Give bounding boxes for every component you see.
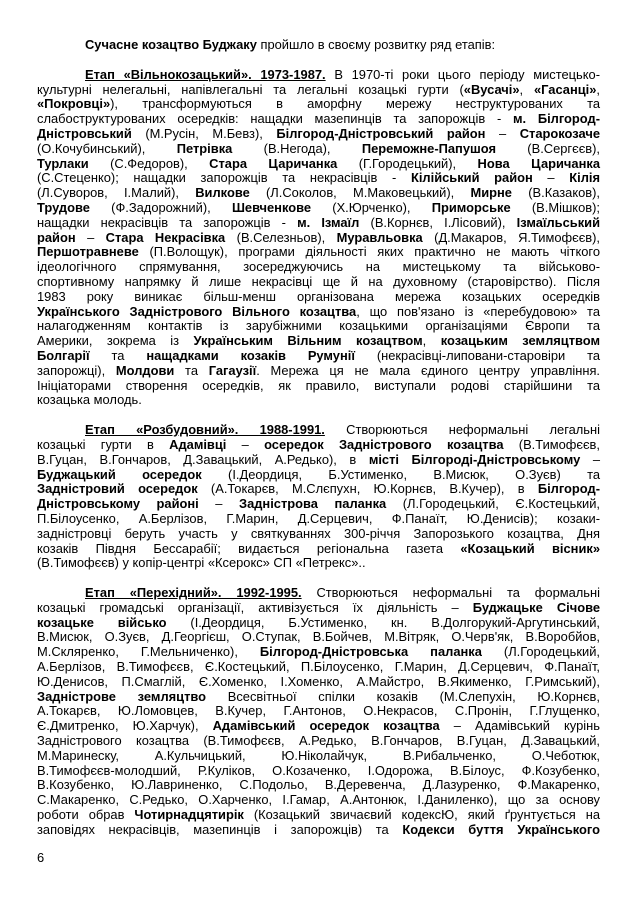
bold-text: Задністрова паланка bbox=[239, 496, 387, 512]
text-run: (В.Тимофєєв, bbox=[503, 436, 600, 452]
text-line bbox=[37, 112, 600, 127]
text-run: А.Берлізов, В.Тимофєєв, Є.Костецький, П.Білоусенко, Г.Марин, Д.Серцевич, Ф.Панаїт, bbox=[37, 659, 600, 675]
text-run: , bbox=[519, 81, 534, 97]
text-run: Всесвітньої спілки козаків (М.Слепухін, Ю.Корнєв, bbox=[206, 688, 600, 704]
text-run: (Л.Городецький, bbox=[481, 644, 600, 660]
bold-text: «Покровці» bbox=[37, 96, 111, 112]
bold-text: Кілія bbox=[569, 170, 600, 186]
text-run: (А.Токарєв, М.Слєпухн, Ю.Корнєв, В.Кучер), в bbox=[197, 481, 538, 497]
text-line bbox=[37, 97, 600, 112]
text-run: та bbox=[89, 347, 147, 363]
bold-text: Білгород-Дністровський район bbox=[276, 125, 486, 141]
paragraph-4 bbox=[37, 586, 600, 838]
text-run: В 1970-ті роки цього періоду мистецько- bbox=[325, 66, 600, 82]
text-run: – bbox=[485, 125, 520, 141]
bold-text: Молдови bbox=[115, 362, 175, 378]
text-run: (Д.Макаров, Я.Тимофєєв), bbox=[422, 229, 601, 245]
bold-text: Турлаки bbox=[37, 155, 89, 171]
text-run: – bbox=[198, 496, 239, 512]
bold-text: Шевченкове bbox=[231, 199, 312, 215]
bold-text: козацьке військо bbox=[37, 614, 167, 630]
bold-text: Білгород-Дністровська паланка bbox=[259, 644, 482, 660]
body-text bbox=[37, 38, 600, 838]
bold-text: Стара Царичанка bbox=[209, 155, 338, 171]
bold-text: Трудове bbox=[37, 199, 90, 215]
text-run: (В.Селезньов), bbox=[225, 229, 337, 245]
text-run: (Л.Городецький, Є.Костецький, bbox=[386, 496, 600, 512]
bold-text: Петрівка bbox=[176, 140, 233, 156]
text-run: (Х.Юрченко), bbox=[311, 199, 432, 215]
text-run: (В.Мішков); bbox=[510, 199, 600, 215]
text-line bbox=[37, 764, 600, 779]
bold-text: Українським Вільним козацтвом bbox=[193, 333, 423, 349]
bold-text: Українського Задністрового Вільного козацтва bbox=[37, 303, 357, 319]
bold-text: Приморське bbox=[431, 199, 511, 215]
paragraph-1 bbox=[37, 38, 600, 53]
text-run: (П.Волощук), програми діяльності яких практично не мають чіткого bbox=[138, 244, 600, 260]
text-run: 1983 року виникає більш-менш організована мережа козацьких осередків bbox=[37, 288, 600, 304]
text-run: – bbox=[532, 170, 570, 186]
text-line bbox=[37, 364, 600, 379]
text-run: В.Гуцан, В.Гончаров, Д.Завацький, А.Редько), в bbox=[37, 451, 369, 467]
text-run: роботи обрав bbox=[37, 807, 135, 823]
bold-text: район bbox=[37, 229, 76, 245]
text-line bbox=[37, 38, 600, 53]
text-run: , що пов'язано із «перебудовою» та bbox=[356, 303, 600, 319]
text-line bbox=[37, 171, 600, 186]
text-line bbox=[37, 157, 600, 172]
text-line bbox=[37, 231, 600, 246]
text-run: (М.Русін, М.Бевз), bbox=[131, 125, 277, 141]
text-line bbox=[37, 601, 600, 616]
text-run: В.Тимофєєв-молодший, Р.Куліков, О.Козаченко, І.Одорожа, В.Білоус, Ф.Козубенко, bbox=[37, 762, 600, 778]
text-run: (В.Негода), bbox=[232, 140, 362, 156]
text-run: (В.Казаков), bbox=[511, 185, 600, 201]
text-line bbox=[37, 704, 600, 719]
text-run: (В.Корнєв, І.Лісовий), bbox=[359, 214, 517, 230]
bold-text: Буджацьке Січове bbox=[472, 599, 600, 615]
text-run: запорожці), bbox=[37, 362, 116, 378]
text-run: (Л.Суворов, І.Малий), bbox=[37, 185, 196, 201]
text-line bbox=[37, 83, 600, 98]
stage-heading: Етап «Перехідний». 1992-1995. bbox=[85, 585, 302, 601]
bold-text: нащадками козаків Румунії bbox=[146, 347, 355, 363]
text-line bbox=[37, 645, 600, 660]
text-line bbox=[37, 453, 600, 468]
text-run: , bbox=[596, 81, 600, 97]
text-line bbox=[37, 542, 600, 557]
text-line bbox=[37, 305, 600, 320]
bold-text: «Козацький вісник» bbox=[460, 540, 600, 556]
text-run: та bbox=[174, 362, 209, 378]
text-run: заповідях некрасівців, мазепинців і запорожців) та bbox=[37, 821, 403, 837]
text-line bbox=[37, 482, 600, 497]
text-line bbox=[37, 690, 600, 705]
text-run: В.Козубенко, Ю.Лавриненко, С.Подольо, В.Деревенча, Д.Лазуренко, Ф.Макаренко, bbox=[37, 777, 600, 793]
text-run: – bbox=[226, 436, 265, 452]
bold-text: осередок Задністрового козацтва bbox=[264, 436, 504, 452]
bold-text: Задністровий осередок bbox=[37, 481, 198, 497]
bold-text: Задністрове земляцтво bbox=[37, 688, 207, 704]
text-run: (Г.Городецький), bbox=[337, 155, 478, 171]
text-line bbox=[37, 379, 600, 394]
text-run: П.Білоусенко, А.Берлізов, Г.Марин, Д.Серцевич, Ф.Панаїт, Ю.Денисів); козаки- bbox=[37, 510, 600, 526]
paragraph-2 bbox=[37, 68, 600, 408]
bold-text: «Вусачі» bbox=[463, 81, 520, 97]
text-run: нащадки некрасівців та запорожців - bbox=[37, 214, 298, 230]
text-run: Ініціаторами створення осередків, як правило, виступали родові старійшини та bbox=[37, 377, 600, 393]
text-line bbox=[37, 468, 600, 483]
bold-text: Буджацький осередок bbox=[37, 466, 202, 482]
text-run: козацька молодь. bbox=[37, 392, 142, 408]
text-line bbox=[37, 142, 600, 157]
text-run: ідеологічного спрямування, зосереджуючись на мистецькому та військово- bbox=[37, 259, 600, 275]
text-run: (О.Кочубинський), bbox=[37, 140, 177, 156]
text-line bbox=[37, 808, 600, 823]
text-line bbox=[37, 497, 600, 512]
text-run: М.Скляренко, Г.Мельниченко), bbox=[37, 644, 260, 660]
text-run: Задністрового козацтва (В.Тимофєєв, А.Редько, В.Гончаров, В.Гуцан, Д.Завацький, bbox=[37, 733, 600, 749]
text-line bbox=[37, 512, 600, 527]
bold-text: Ізмаїльський bbox=[516, 214, 600, 230]
text-run: козацькі гурти в bbox=[37, 436, 170, 452]
bold-text: Муравльовка bbox=[336, 229, 423, 245]
bold-text: Старокозаче bbox=[519, 125, 600, 141]
text-run: налагодженням контактів із зарубіжними козацькими організаціями Європи та bbox=[37, 318, 600, 334]
bold-text: Дністровський bbox=[37, 125, 132, 141]
text-line bbox=[37, 749, 600, 764]
bold-text: Переможне-Папушоя bbox=[361, 140, 496, 156]
text-line bbox=[37, 334, 600, 349]
bold-text: Мирне bbox=[470, 185, 512, 201]
text-line bbox=[37, 556, 600, 571]
bold-text: м. Ізмаїл bbox=[297, 214, 360, 230]
text-run: А.Токарєв, Ю.Ломовцев, В.Кучер, Г.Антонов, О.Некрасов, С.Пронін, Г.Глущенко, bbox=[37, 703, 600, 719]
text-run: козацькі громадські організації, активізується їх діяльність – bbox=[37, 599, 473, 615]
text-line bbox=[37, 675, 600, 690]
text-line bbox=[37, 586, 600, 601]
bold-text: Болгарії bbox=[37, 347, 90, 363]
text-run: ), трансформуються в аморфну мережу неструктурованих та bbox=[110, 96, 600, 112]
text-line bbox=[37, 260, 600, 275]
bold-text: Сучасне козацтво Буджаку bbox=[85, 37, 257, 52]
text-line bbox=[37, 734, 600, 749]
bold-text: Першотравневе bbox=[37, 244, 139, 260]
text-line bbox=[37, 245, 600, 260]
text-run: Створюються неформальні та формальні bbox=[301, 585, 600, 601]
text-line bbox=[37, 186, 600, 201]
bold-text: Стара Некрасівка bbox=[105, 229, 226, 245]
bold-text: Гагаузії bbox=[208, 362, 257, 378]
text-run: В.Мисюк, О.Зуєв, Д.Георгієш, О.Ступак, В.Бойчев, М.Вітряк, О.Черв'як, В.Воробйов, bbox=[37, 629, 600, 645]
text-run: – bbox=[75, 229, 106, 245]
text-run: (С.Стеценко); нащадки запорожців та некрасівців - bbox=[37, 170, 411, 186]
text-line bbox=[37, 290, 600, 305]
text-run: козаків Півдня Бессарабії; видається регіональна газета bbox=[37, 540, 461, 556]
bold-text: м. Білгород- bbox=[512, 111, 600, 127]
text-run: (І.Деордиця, Б.Устименко, В.Мисюк, О.Зуєв) та bbox=[201, 466, 601, 482]
text-line bbox=[37, 823, 600, 838]
page-number: 6 bbox=[37, 850, 45, 865]
text-run: Америки, зокрема із bbox=[37, 333, 194, 349]
text-line bbox=[37, 719, 600, 734]
text-line bbox=[37, 393, 600, 408]
text-run: (В.Сергєєв), bbox=[495, 140, 601, 156]
text-line bbox=[37, 319, 600, 334]
text-line bbox=[37, 778, 600, 793]
bold-text: Дністровському районі bbox=[37, 496, 199, 512]
text-line bbox=[37, 630, 600, 645]
text-run: (Козацький звичаєвий кодексЮ, який ґрунтується на bbox=[243, 807, 600, 823]
text-run: задністровці беруть участь у святкуваннях 300-річчя Запорозького козацтва, Дня bbox=[37, 525, 600, 541]
bold-text: Адамівці bbox=[169, 436, 227, 452]
stage-heading: Етап «Розбудовний». 1988-1991. bbox=[85, 422, 325, 438]
text-run: (В.Тимофєєв) у копір-центрі «Ксерокс» СП «Петрекс».. bbox=[37, 555, 366, 571]
text-run: пройшло в своєму розвитку ряд етапів: bbox=[256, 37, 496, 52]
bold-text: Кодекси буття Українського bbox=[402, 821, 600, 837]
bold-text: Вилкове bbox=[195, 185, 250, 201]
text-line bbox=[37, 438, 600, 453]
stage-heading: Етап «Вільнокозацький». 1973-1987. bbox=[85, 66, 326, 82]
bold-text: Кілійський район bbox=[410, 170, 533, 186]
text-run: М.Маринеску, А.Кульчицький, Ю.Ніколайчук, В.Рибальченко, О.Чеботюк, bbox=[37, 747, 600, 763]
text-line bbox=[37, 127, 600, 142]
text-line bbox=[37, 423, 600, 438]
text-line bbox=[37, 201, 600, 216]
text-run: , bbox=[422, 333, 441, 349]
bold-text: «Гасанці» bbox=[533, 81, 597, 97]
text-run: . Мережа ця не мала єдиного центру управління. bbox=[256, 362, 601, 378]
text-run: Є.Дмитренко, Ю.Харчук), bbox=[37, 718, 213, 734]
text-line bbox=[37, 527, 600, 542]
text-run: культурні нелегальні, напівлегальні та легальні козацькі гурти ( bbox=[37, 81, 464, 97]
bold-text: Нова Царичанка bbox=[477, 155, 600, 171]
text-run: – bbox=[580, 451, 600, 467]
document-page bbox=[37, 38, 600, 838]
bold-text: Білгород- bbox=[537, 481, 600, 497]
text-run: (некрасівці-липовани-старовіри та bbox=[354, 347, 601, 363]
text-line bbox=[37, 793, 600, 808]
bold-text: Чотирнадцятирік bbox=[134, 807, 244, 823]
bold-text: козацьким земляцтвом bbox=[440, 333, 601, 349]
text-run: слабоструктурованих осередків: нащадки мазепинців та запорожців - bbox=[37, 111, 513, 127]
text-line bbox=[37, 216, 600, 231]
text-line bbox=[37, 275, 600, 290]
text-line bbox=[37, 660, 600, 675]
text-line bbox=[37, 616, 600, 631]
bold-text: Адамівський осередок козацтва bbox=[212, 718, 440, 734]
text-run: Створюються неформальні легальні bbox=[324, 422, 600, 438]
text-run: С.Макаренко, С.Редько, О.Харченко, І.Гамар, А.Антонюк, І.Даниленко), що за основу bbox=[37, 792, 600, 808]
text-line bbox=[37, 349, 600, 364]
text-line bbox=[37, 68, 600, 83]
text-run: (І.Деордиця, Б.Устименко, кн. В.Долгорукий-Аргутинський, bbox=[166, 614, 601, 630]
text-run: Ю.Денисов, П.Смаглій, Є.Хоменко, І.Хоменко, А.Майстро, В.Якименко, Г.Римський), bbox=[37, 673, 600, 689]
text-run: спортивному напрямку й лише некрасівці ще й на духовному (старовірство). Після bbox=[37, 273, 600, 289]
text-run: (Л.Соколов, М.Маковецький), bbox=[249, 185, 471, 201]
text-run: (Ф.Задорожний), bbox=[89, 199, 232, 215]
text-run: – Адамівський курінь bbox=[439, 718, 600, 734]
bold-text: місті Білгороді-Дністровському bbox=[368, 451, 581, 467]
text-run: (С.Федоров), bbox=[88, 155, 210, 171]
paragraph-3 bbox=[37, 423, 600, 571]
